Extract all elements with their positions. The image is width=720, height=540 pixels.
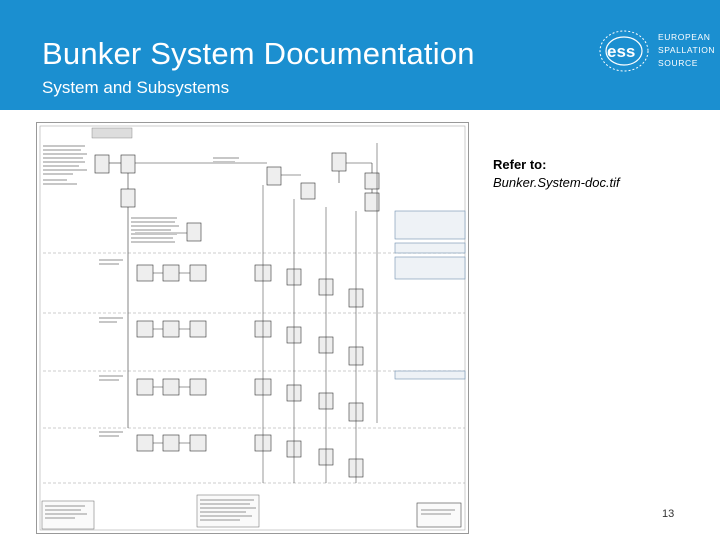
slide-subtitle: System and Subsystems (42, 78, 230, 97)
reference-label: Refer to: (493, 157, 547, 172)
slide-header (0, 0, 720, 110)
page-number: 13 (662, 508, 675, 520)
system-diagram (37, 123, 468, 533)
svg-text:ess: ess (607, 42, 636, 61)
ess-logo (596, 24, 716, 76)
bunker-system-diagram-image (36, 122, 469, 534)
logo-line-1: EUROPEAN (658, 32, 711, 42)
logo-line-3: SOURCE (658, 58, 698, 68)
reference-file-name: Bunker.System-doc.tif (493, 175, 620, 190)
slide-title: Bunker System Documentation (42, 36, 475, 71)
logo-line-2: SPALLATION (658, 45, 716, 55)
reference-note (493, 156, 620, 192)
ess-logo-mark (596, 24, 656, 76)
